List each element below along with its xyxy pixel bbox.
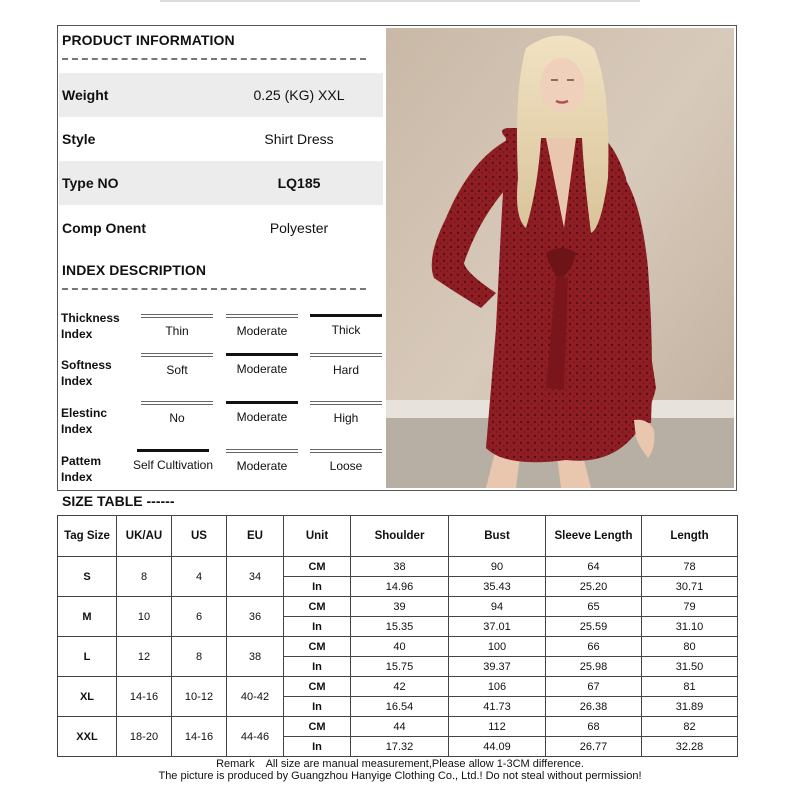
col-header: Unit bbox=[284, 516, 351, 557]
cell: 65 bbox=[546, 597, 642, 617]
table-row bbox=[58, 717, 738, 737]
eu-size: 34 bbox=[227, 557, 284, 597]
index-option-selected: Moderate bbox=[226, 353, 298, 376]
cell: 41.73 bbox=[449, 697, 546, 717]
col-header: Tag Size bbox=[58, 516, 117, 557]
cell: 81 bbox=[642, 677, 738, 697]
us-size: 8 bbox=[172, 637, 227, 677]
tag-size: S bbox=[58, 557, 117, 597]
index-option: Moderate bbox=[226, 449, 298, 473]
us-size: 14-16 bbox=[172, 717, 227, 757]
index-option: Loose bbox=[310, 449, 382, 473]
index-bar bbox=[141, 353, 213, 357]
info-value: LQ185 bbox=[277, 175, 321, 191]
unit-in: In bbox=[284, 657, 351, 677]
info-row-weight bbox=[59, 73, 383, 117]
unit-in: In bbox=[284, 577, 351, 597]
cell: 16.54 bbox=[351, 697, 449, 717]
eu-size: 38 bbox=[227, 637, 284, 677]
index-option: High bbox=[310, 401, 382, 425]
product-photo bbox=[386, 28, 734, 488]
unit-in: In bbox=[284, 697, 351, 717]
cell: 94 bbox=[449, 597, 546, 617]
cell: 80 bbox=[642, 637, 738, 657]
cell: 44.09 bbox=[449, 737, 546, 757]
cell: 40 bbox=[351, 637, 449, 657]
info-label: Comp Onent bbox=[62, 220, 146, 236]
cell: 66 bbox=[546, 637, 642, 657]
tag-size: XXL bbox=[58, 717, 117, 757]
eu-size: 44-46 bbox=[227, 717, 284, 757]
tag-size: XL bbox=[58, 677, 117, 717]
cell: 90 bbox=[449, 557, 546, 577]
index-label-thickness: Thickness Index bbox=[61, 311, 120, 341]
index-option-selected: Moderate bbox=[226, 401, 298, 424]
cell: 35.43 bbox=[449, 577, 546, 597]
cell: 79 bbox=[642, 597, 738, 617]
index-bar bbox=[226, 314, 298, 318]
cell: 26.77 bbox=[546, 737, 642, 757]
cell: 14.96 bbox=[351, 577, 449, 597]
tag-size: L bbox=[58, 637, 117, 677]
remark-text: Remark All size are manual measurement,Please allow 1-3CM difference. bbox=[216, 758, 584, 770]
cell: 31.89 bbox=[642, 697, 738, 717]
index-bar-selected bbox=[226, 401, 298, 404]
index-bar bbox=[226, 449, 298, 453]
index-option-selected: Self Cultivation bbox=[130, 449, 216, 472]
cell: 15.35 bbox=[351, 617, 449, 637]
index-option: Moderate bbox=[226, 314, 298, 338]
index-option: No bbox=[141, 401, 213, 425]
table-row bbox=[58, 597, 738, 617]
info-row-style bbox=[59, 117, 383, 161]
col-header: EU bbox=[227, 516, 284, 557]
col-header: Length bbox=[642, 516, 738, 557]
model-illustration bbox=[386, 28, 734, 488]
cell: 38 bbox=[351, 557, 449, 577]
eu-size: 40-42 bbox=[227, 677, 284, 717]
cell: 78 bbox=[642, 557, 738, 577]
info-label: Type NO bbox=[62, 175, 119, 191]
index-bar bbox=[141, 401, 213, 405]
eu-size: 36 bbox=[227, 597, 284, 637]
tag-size: M bbox=[58, 597, 117, 637]
cell: 100 bbox=[449, 637, 546, 657]
index-bar bbox=[141, 314, 213, 318]
dashed-divider bbox=[62, 58, 366, 60]
cell: 25.20 bbox=[546, 577, 642, 597]
unit-in: In bbox=[284, 737, 351, 757]
index-bar-selected bbox=[137, 449, 209, 452]
index-bar bbox=[310, 401, 382, 405]
info-value: Shirt Dress bbox=[264, 131, 334, 147]
index-bar-selected bbox=[310, 314, 382, 317]
index-bar bbox=[310, 449, 382, 453]
cell: 39.37 bbox=[449, 657, 546, 677]
cell: 106 bbox=[449, 677, 546, 697]
info-value: Polyester bbox=[269, 220, 329, 236]
table-row bbox=[58, 677, 738, 697]
unit-cm: CM bbox=[284, 717, 351, 737]
index-label-elastic: Elestinc Index bbox=[61, 406, 108, 436]
unit-in: In bbox=[284, 617, 351, 637]
cell: 31.10 bbox=[642, 617, 738, 637]
index-option: Thin bbox=[141, 314, 213, 338]
footer-text: The picture is produced by Guangzhou Hanyige Clothing Co., Ltd.! Do not steal without permission! bbox=[158, 770, 642, 782]
product-info-title: PRODUCT INFORMATION bbox=[62, 32, 235, 48]
info-label: Style bbox=[62, 131, 96, 147]
cell: 15.75 bbox=[351, 657, 449, 677]
col-header: Sleeve Length bbox=[546, 516, 642, 557]
cell: 30.71 bbox=[642, 577, 738, 597]
cell: 82 bbox=[642, 717, 738, 737]
cell: 32.28 bbox=[642, 737, 738, 757]
us-size: 4 bbox=[172, 557, 227, 597]
info-value: 0.25 (KG) XXL bbox=[253, 87, 345, 103]
top-divider bbox=[160, 0, 640, 2]
index-label-pattern: Pattem Index bbox=[61, 454, 102, 484]
index-bar-selected bbox=[226, 353, 298, 356]
cell: 64 bbox=[546, 557, 642, 577]
unit-cm: CM bbox=[284, 597, 351, 617]
uk-size: 12 bbox=[117, 637, 172, 677]
unit-cm: CM bbox=[284, 557, 351, 577]
cell: 112 bbox=[449, 717, 546, 737]
cell: 68 bbox=[546, 717, 642, 737]
index-option: Hard bbox=[310, 353, 382, 377]
cell: 67 bbox=[546, 677, 642, 697]
cell: 31.50 bbox=[642, 657, 738, 677]
table-row bbox=[58, 557, 738, 577]
cell: 17.32 bbox=[351, 737, 449, 757]
cell: 26.38 bbox=[546, 697, 642, 717]
cell: 25.59 bbox=[546, 617, 642, 637]
col-header: UK/AU bbox=[117, 516, 172, 557]
cell: 37.01 bbox=[449, 617, 546, 637]
size-table-title: SIZE TABLE ------ bbox=[62, 493, 175, 509]
dashed-divider bbox=[62, 288, 366, 290]
info-row-component bbox=[59, 206, 383, 250]
col-header: Shoulder bbox=[351, 516, 449, 557]
cell: 39 bbox=[351, 597, 449, 617]
unit-cm: CM bbox=[284, 637, 351, 657]
uk-size: 8 bbox=[117, 557, 172, 597]
uk-size: 14-16 bbox=[117, 677, 172, 717]
info-label: Weight bbox=[62, 87, 109, 103]
size-table bbox=[57, 515, 738, 757]
table-row bbox=[58, 637, 738, 657]
us-size: 10-12 bbox=[172, 677, 227, 717]
index-label-softness: Softness Index bbox=[61, 358, 112, 388]
us-size: 6 bbox=[172, 597, 227, 637]
info-row-type-no bbox=[59, 161, 383, 205]
col-header: Bust bbox=[449, 516, 546, 557]
index-description-title: INDEX DESCRIPTION bbox=[62, 262, 207, 278]
cell: 44 bbox=[351, 717, 449, 737]
index-bar bbox=[310, 353, 382, 357]
cell: 42 bbox=[351, 677, 449, 697]
uk-size: 10 bbox=[117, 597, 172, 637]
cell: 25.98 bbox=[546, 657, 642, 677]
uk-size: 18-20 bbox=[117, 717, 172, 757]
index-option: Soft bbox=[141, 353, 213, 377]
size-table-header bbox=[58, 516, 738, 557]
index-option-selected: Thick bbox=[310, 314, 382, 337]
unit-cm: CM bbox=[284, 677, 351, 697]
col-header: US bbox=[172, 516, 227, 557]
